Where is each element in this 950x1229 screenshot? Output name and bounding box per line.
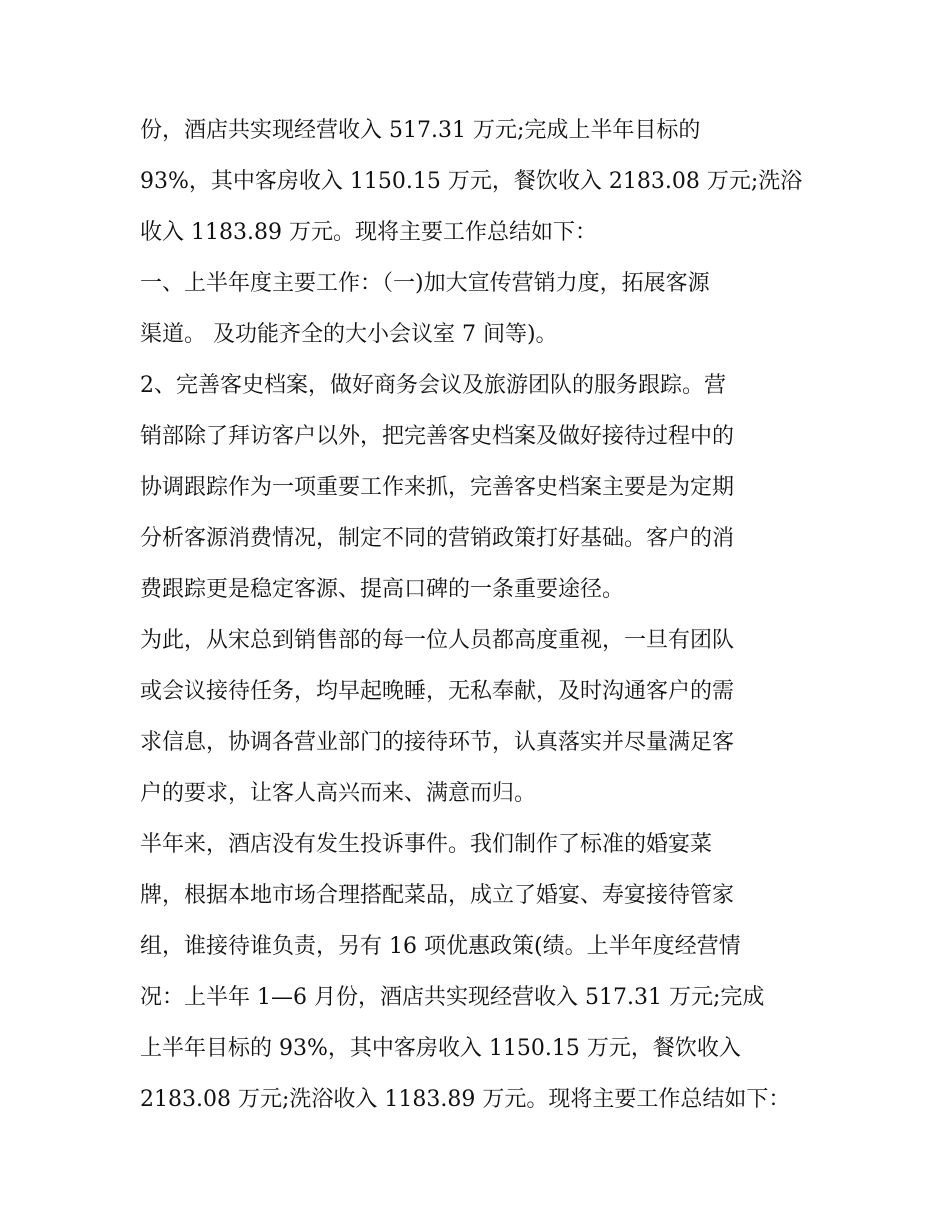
text-line: 户的要求，让客人高兴而来、满意而归。 xyxy=(140,781,537,806)
text-line: 为此，从宋总到销售部的每一位人员都高度重视，一旦有团队 xyxy=(140,628,735,653)
text-line: 半年来，酒店没有发生投诉事件。我们制作了标准的婚宴菜 xyxy=(140,832,713,857)
text-line: 分析客源消费情况，制定不同的营销政策打好基础。客户的消 xyxy=(140,526,735,551)
document-body xyxy=(140,105,830,1125)
text-line: 费跟踪更是稳定客源、提高口碑的一条重要途径。 xyxy=(140,577,625,602)
text-line: 或会议接待任务，均早起晚睡，无私奉献，及时沟通客户的需 xyxy=(140,679,735,704)
text-line: 况：上半年 1—6 月份，酒店共实现经营收入 517.31 万元;完成 xyxy=(140,985,765,1010)
text-line: 2、完善客史档案，做好商务会议及旅游团队的服务跟踪。营 xyxy=(140,373,726,398)
text-line: 组，谁接待谁负责，另有 16 项优惠政策(绩。上半年度经营情 xyxy=(140,934,741,959)
text-line: 求信息，协调各营业部门的接待环节，认真落实并尽量满足客 xyxy=(140,730,735,755)
text-line: 销部除了拜访客户以外，把完善客史档案及做好接待过程中的 xyxy=(140,424,735,449)
text-line: 93%，其中客房收入 1150.15 万元，餐饮收入 2183.08 万元;洗浴 xyxy=(140,169,803,194)
text-line: 协调跟踪作为一项重要工作来抓，完善客史档案主要是为定期 xyxy=(140,475,735,500)
text-line: 渠道。 及功能齐全的大小会议室 7 间等)。 xyxy=(140,322,558,347)
text-line: 收入 1183.89 万元。现将主要工作总结如下： xyxy=(140,220,597,245)
text-line: 上半年目标的 93%，其中客房收入 1150.15 万元，餐饮收入 xyxy=(140,1036,741,1061)
text-line: 份，酒店共实现经营收入 517.31 万元;完成上半年目标的 xyxy=(140,118,701,143)
text-line: 2183.08 万元;洗浴收入 1183.89 万元。现将主要工作总结如下： xyxy=(140,1087,791,1112)
text-line: 一、上半年度主要工作：（一)加大宣传营销力度，拓展客源 xyxy=(140,271,710,296)
text-line: 牌，根据本地市场合理搭配菜品，成立了婚宴、寿宴接待管家 xyxy=(140,883,735,908)
